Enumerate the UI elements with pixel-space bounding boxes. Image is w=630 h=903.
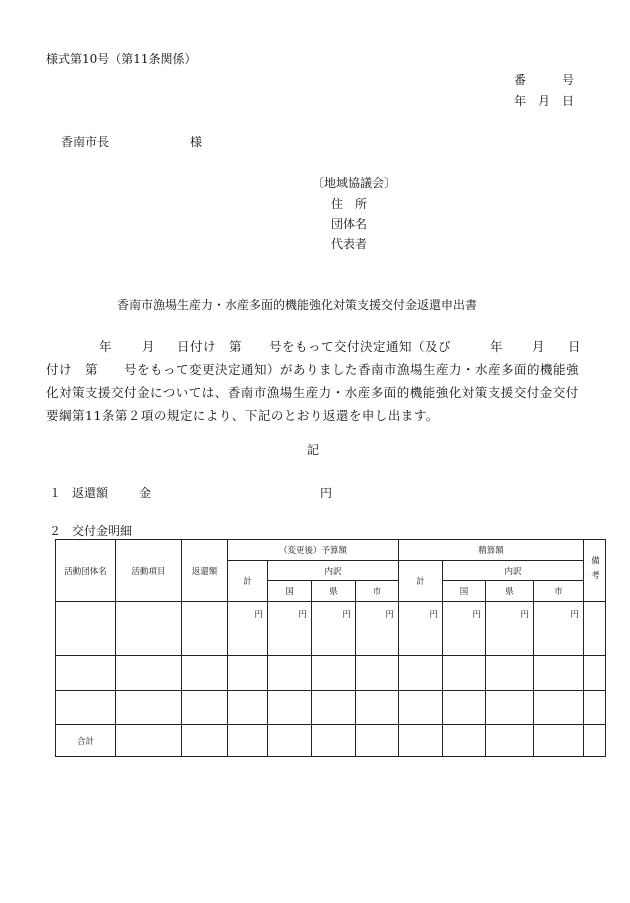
yen-unit: 円 — [356, 602, 399, 656]
body-day-2: 日 — [568, 339, 582, 354]
header-remarks: 備考 — [589, 556, 600, 585]
section-1-label: 返還額 — [72, 486, 109, 500]
header-budget-total: 計 — [228, 561, 268, 602]
grand-total-label: 合計 — [56, 725, 116, 757]
applicant-address-label: 住 所 — [331, 197, 368, 211]
section-2-number: ２ — [49, 524, 62, 538]
header-budget: （変更後）予算額 — [228, 540, 399, 561]
addressee-honorific: 様 — [190, 135, 203, 149]
header-return-amount: 返還額 — [182, 540, 228, 602]
body-month-2: 月 — [532, 339, 546, 354]
table-row — [56, 691, 606, 725]
body-month-1: 月 — [142, 339, 156, 354]
body-decision-notice: 号をもって交付決定通知（及び — [269, 339, 452, 354]
yen-unit: 円 — [228, 602, 268, 656]
header-settlement-breakdown: 内訳 — [443, 561, 584, 581]
body-line-2: 付け 第 号をもって変更決定通知）がありました香南市漁場生産力・水産多面的機能強 — [46, 362, 580, 377]
yen-unit: 円 — [486, 602, 534, 656]
table-header-row-1 — [56, 540, 606, 561]
applicant-representative-label: 代表者 — [331, 237, 368, 251]
header-settlement-city: 市 — [534, 581, 584, 602]
yen-unit: 円 — [443, 602, 486, 656]
document-title: 香南市漁場生産力・水産多面的機能強化対策支援交付金返還申出書 — [117, 298, 478, 312]
header-activity: 活動項目 — [116, 540, 182, 602]
yen-unit: 円 — [534, 602, 584, 656]
body-line-4: 要綱第11条第２項の規定により、下記のとおり返還を申し出ます。 — [46, 408, 439, 423]
header-budget-prefecture: 県 — [312, 581, 356, 602]
document-number-label: 番 号 — [514, 73, 575, 87]
section-2-label: 交付金明細 — [72, 524, 133, 538]
applicant-org-type: 〔地域協議会〕 — [312, 176, 397, 190]
body-day-1: 日付け — [177, 339, 217, 354]
addressee-name: 香南市長 — [61, 135, 110, 149]
body-line-3: 化対策支援交付金については、香南市漁場生産力・水産多面的機能強化対策支援交付金交付 — [46, 385, 579, 400]
applicant-group-name-label: 団体名 — [331, 217, 368, 231]
ki-heading: 記 — [307, 443, 320, 457]
table-row — [56, 656, 606, 691]
date-label: 年 月 日 — [514, 94, 575, 108]
header-settlement-national: 国 — [443, 581, 486, 602]
body-year-1: 年 — [99, 339, 113, 354]
yen-unit: 円 — [399, 602, 443, 656]
form-number: 様式第10号（第11条関係） — [46, 52, 197, 66]
header-settlement-prefecture: 県 — [486, 581, 534, 602]
header-budget-city: 市 — [356, 581, 399, 602]
table-row — [56, 602, 606, 656]
header-remarks-cell — [584, 540, 606, 602]
yen-unit: 円 — [312, 602, 356, 656]
header-budget-breakdown: 内訳 — [268, 561, 399, 581]
grant-detail-table — [55, 539, 606, 757]
section-1-prefix: 金 — [139, 486, 152, 500]
header-budget-national: 国 — [268, 581, 312, 602]
section-1-unit: 円 — [320, 486, 333, 500]
header-group-name: 活動団体名 — [56, 540, 116, 602]
body-dai-1: 第 — [229, 339, 243, 354]
header-settlement: 精算額 — [399, 540, 584, 561]
yen-unit: 円 — [268, 602, 312, 656]
body-year-2: 年 — [490, 339, 504, 354]
table-total-row — [56, 725, 606, 757]
section-1-number: １ — [49, 486, 62, 500]
header-settlement-total: 計 — [399, 561, 443, 602]
